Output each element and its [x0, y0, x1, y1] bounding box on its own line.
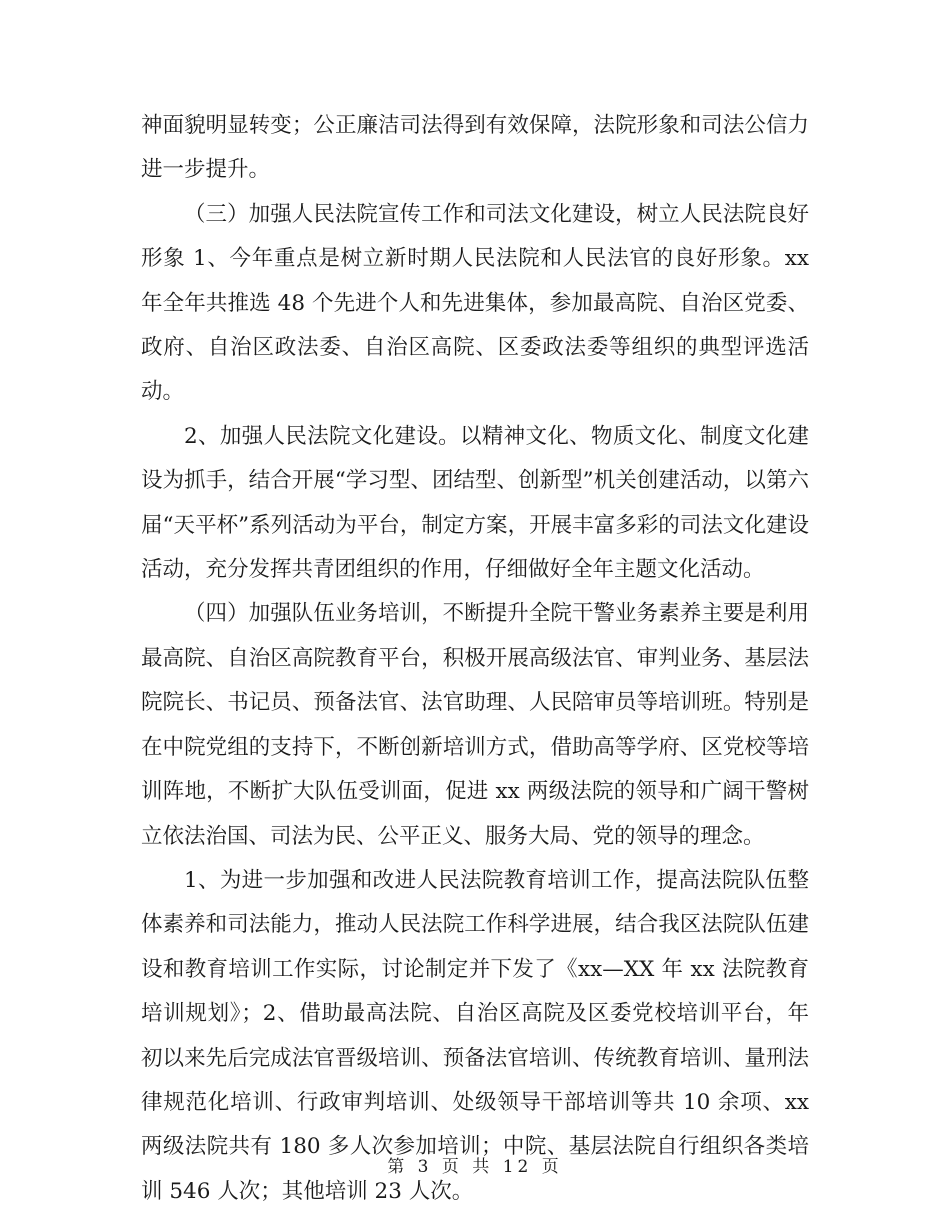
paragraph-5: 1、为进一步加强和改进人民法院教育培训工作，提高法院队伍整体素养和司法能力，推动人民法院工作科学进展，结合我区法院队伍建设和教育培训工作实际，讨论制定并下发了《xx—XX 年 xx 法院教育培训规划》；2、借助最高法院、自治区高院及区委党校培训平台，年初以来先后完成法官晋级培训、预备法官培训、传统教育培训、量刑法律规范化培训、行政审判培训、处级领导干部培训等共 10 余项、xx 两级法院共有 180 多人次参加培训；中院、基层法院自行组织各类培训 546 人次；其他培训 23 人次。 — [141, 867, 809, 1204]
paragraph-2: （三）加强人民法院宣传工作和司法文化建设，树立人民法院良好形象 1、今年重点是树立新时期人民法院和人民法官的良好形象。xx 年全年共推选 48 个先进个人和先进集体，参加最高院、自治区党委、政府、自治区政法委、自治区高院、区委政法委等组织的典型评选活动。 — [141, 201, 809, 405]
document-body — [141, 104, 809, 1214]
paragraph-4: （四）加强队伍业务培训，不断提升全院干警业务素养主要是利用最高院、自治区高院教育平台，积极开展高级法官、审判业务、基层法院院长、书记员、预备法官、法官助理、人民陪审员等培训班。特别是在中院党组的支持下，不断创新培训方式，借助高等学府、区党校等培训阵地，不断扩大队伍受训面，促进 xx 两级法院的领导和广阔干警树立依法治国、司法为民、公平正义、服务大局、党的领导的理念。 — [141, 601, 809, 849]
paragraph-3: 2、加强人民法院文化建设。以精神文化、物质文化、制度文化建设为抓手，结合开展“学习型、团结型、创新型”机关创建活动，以第六届“天平杯”系列活动为平台，制定方案，开展丰富多彩的司法文化建设活动，充分发挥共青团组织的作用，仔细做好全年主题文化活动。 — [141, 423, 809, 583]
page-number: 第 3 页 共 12 页 — [387, 1157, 563, 1177]
paragraph-1: 神面貌明显转变；公正廉洁司法得到有效保障，法院形象和司法公信力进一步提升。 — [141, 113, 809, 183]
